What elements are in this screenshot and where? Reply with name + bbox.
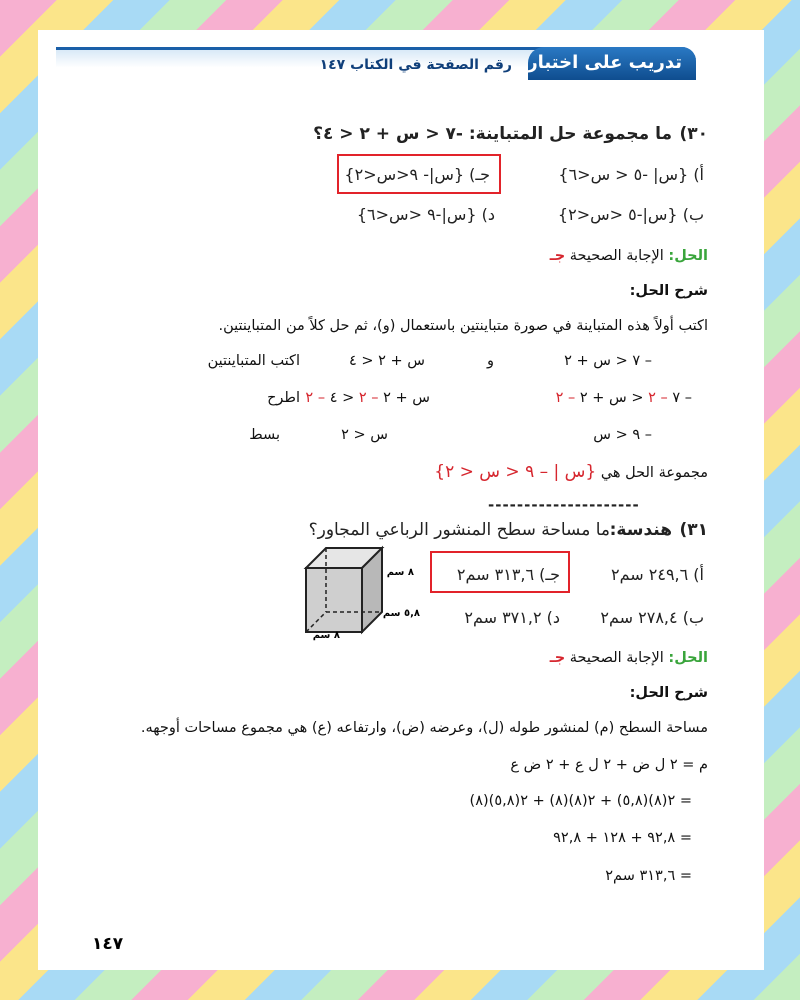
header-title: تدريب على اختبار: [527, 52, 682, 73]
q30-row1-and: و: [486, 353, 494, 369]
q31-intro: مساحة السطح (م) لمنشور طوله (ل)، وعرضه (ض)، وارتفاعه (ع) هي مجموع مساحات أوجهه.: [140, 720, 708, 736]
q30-row3-left: – ٩ < س: [593, 427, 652, 443]
q30-solution-label: الحل:: [668, 248, 708, 264]
q30-option-b: ب) {س|-٥ <س<٢}: [557, 205, 704, 224]
q30-row2-right-a: س + ٢: [383, 390, 430, 406]
q30-option-d: د) {س|-٩ <س<٦}: [356, 205, 495, 224]
q30-text: ما مجموعة حل المتباينة: -٧ < س + ٢ < ٤؟: [313, 124, 672, 144]
q30-option-c: جـ) {س|- ٩<س<٢}: [344, 165, 490, 184]
q30-row2-right: [305, 390, 430, 406]
prism-front-face: [306, 568, 362, 632]
q30-number: ٣٠): [679, 124, 708, 144]
q30-set-line: [434, 462, 708, 482]
q30-answer-text: الإجابة الصحيحة: [569, 248, 664, 264]
q31-option-c: جـ) ٣١٣,٦ سم٢: [456, 565, 560, 584]
q30-row3-right: س < ٢: [341, 427, 388, 443]
q30-row1-label: اكتب المتباينتين: [207, 353, 300, 369]
q30-option-a: أ) {س| -٥ < س<٦}: [558, 165, 704, 184]
q31-answer-text: الإجابة الصحيحة: [569, 650, 664, 666]
q31-text: ما مساحة سطح المنشور الرباعي المجاور؟: [308, 520, 610, 540]
q31-step4: = ٣١٣,٦ سم٢: [605, 868, 692, 884]
q30-explain-label: شرح الحل:: [629, 283, 708, 299]
q31-step3: = ٩٢,٨ + ١٢٨ + ٩٢,٨: [553, 830, 692, 846]
q30-intro: اكتب أولاً هذه المتباينة في صورة متباينتين باستعمال (و)، ثم حل كلاً من المتباينتين.: [218, 318, 708, 334]
q30-set-label: مجموعة الحل هي: [600, 465, 708, 481]
book-page-reference: رقم الصفحة في الكتاب ١٤٧: [319, 57, 512, 73]
page-number: ١٤٧: [92, 934, 124, 954]
q30-row1-left: – ٧ < س + ٢: [564, 353, 652, 369]
q31-step2: = ٢(٨)(٥,٨) + ٢(٨)(٨) + ٢(٥,٨)(٨): [469, 793, 692, 809]
q31-answer-letter: جـ: [549, 650, 566, 666]
q30-row2-left-red: – ٢: [648, 390, 668, 406]
q30-row2-label: اطرح: [267, 390, 300, 406]
q31-explain-label: شرح الحل:: [629, 685, 708, 701]
section-header: [56, 47, 696, 79]
prism-height-label: ٨ سم: [386, 567, 414, 578]
q31-option-d: د) ٣٧١,٢ سم٢: [464, 608, 560, 627]
q31-solution-line: [550, 650, 708, 666]
q30-row2-right-red2: – ٢: [305, 390, 326, 406]
q30-row2-right-red: – ٢: [358, 390, 379, 406]
q30-row2-left-red2: – ٢: [555, 390, 576, 406]
section-separator: ---------------------: [488, 496, 640, 514]
q30-set-value: {س | – ٩ < س < ٢}: [434, 462, 597, 482]
prism-depth-label: ٥,٨ سم: [382, 608, 420, 619]
q31-step1: م = ٢ ل ض + ٢ ل ع + ٢ ض ع: [510, 757, 708, 773]
q30-answer-letter: جـ: [549, 248, 566, 264]
q31-topic: هندسة:: [609, 520, 672, 540]
q30-row2-left: [556, 390, 692, 406]
q31-solution-label: الحل:: [668, 650, 708, 666]
q30-row2-left-a: – ٧: [672, 390, 692, 406]
q31-number: ٣١): [679, 520, 708, 540]
q30-solution-line: [550, 248, 708, 264]
q30-row3-label: بسط: [249, 427, 280, 443]
q31-option-b: ب) ٢٧٨,٤ سم٢: [600, 608, 704, 627]
q30-row2-right-b: < ٤: [329, 390, 355, 406]
q30-row2-left-b: < س + ٢: [579, 390, 644, 406]
q31-option-a: أ) ٢٤٩,٦ سم٢: [611, 565, 704, 584]
q30-row1-right: س + ٢ < ٤: [348, 353, 425, 369]
prism-width-label: ٨ سم: [312, 630, 340, 641]
